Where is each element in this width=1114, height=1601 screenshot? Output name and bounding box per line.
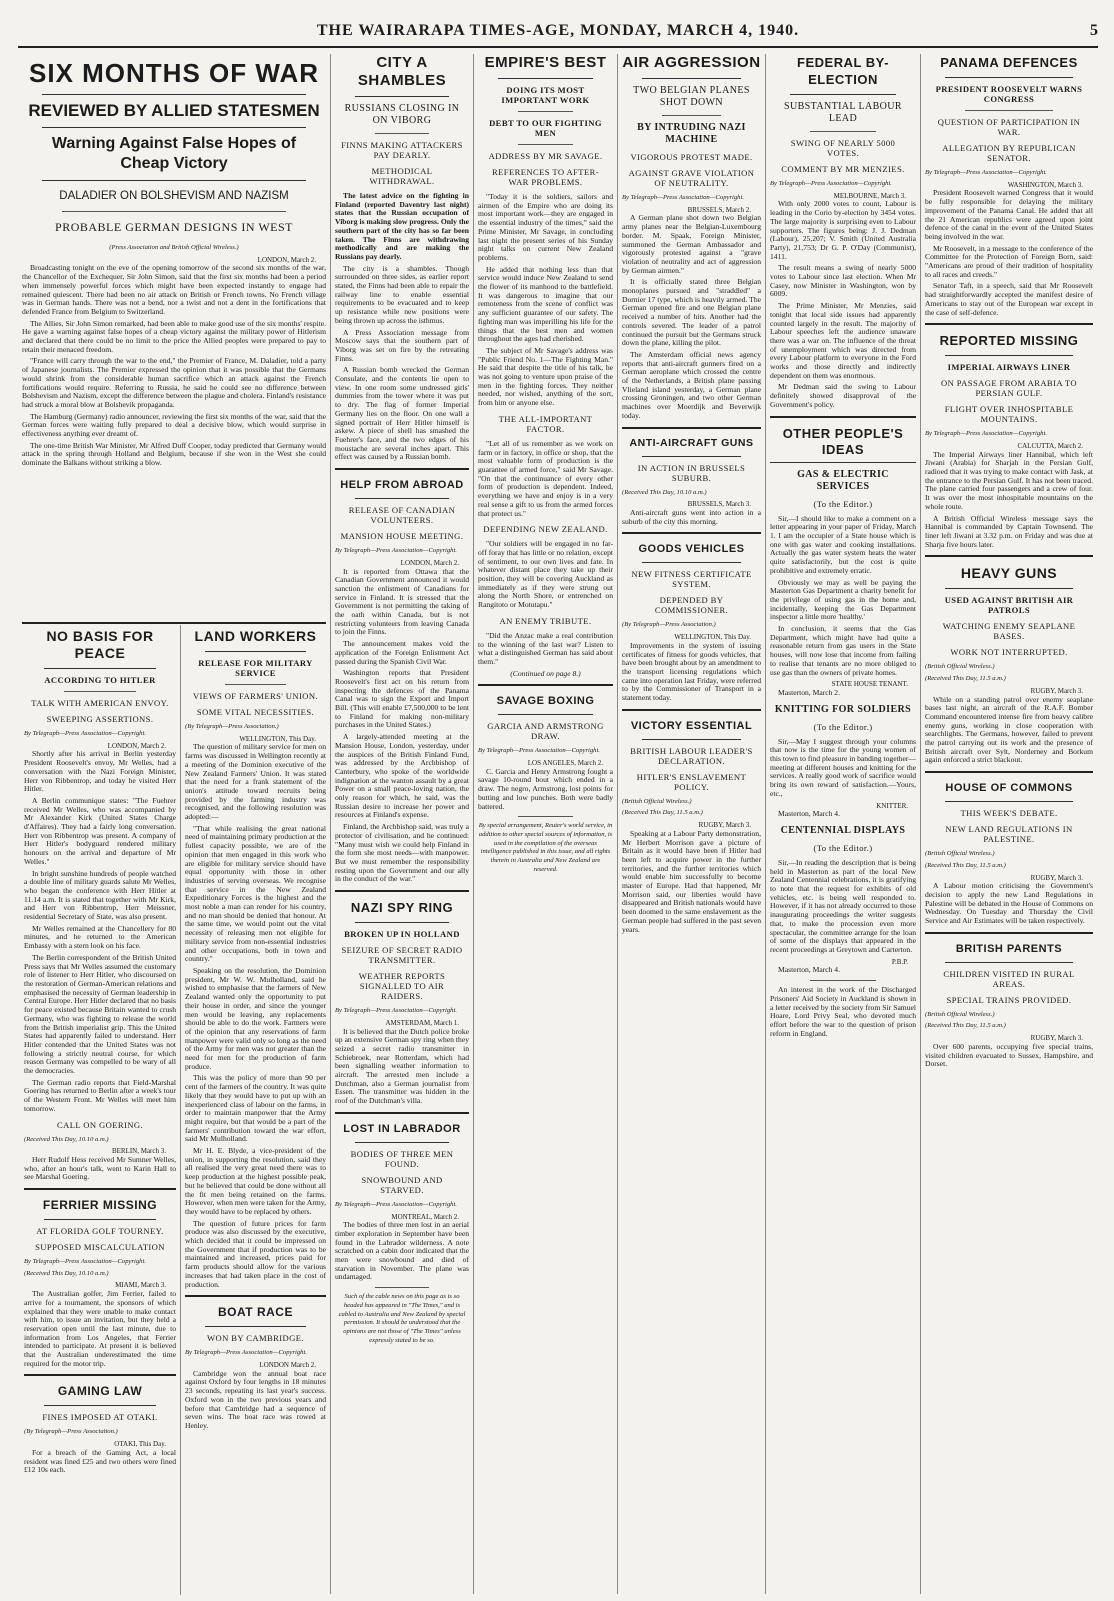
deck: FLIGHT OVER INHOSPITABLE MOUNTAINS. (944, 404, 1074, 425)
paragraph: "Let all of us remember as we work on farm or in factory, in office or shop, that the most valuable form of production is the guarantee of armed force," said Mr Savage. "On that the continuance of every other form of production is dependent. Indeed, everything we have and enjoy is in a very real sense a gift to us from the armed forces that protect us." (478, 438, 613, 518)
deck: RELEASE FOR MILITARY SERVICE (198, 658, 313, 678)
lead-paragraph: "France will carry through the war to the end," the Premier of France, M. Daladier, told a party of Japanese journalists. The Premier expressed the opinion that it was possible that the Germans would shrink from the considerable human sacrifice which an attack against the French fortifications would require. Referring to Russia, he said he could see no difference between Bolshevism and Nazism, except the difference between the plague and cholera. Finland's resistance had struck a moral blow at Bolshevik propaganda. (22, 356, 326, 409)
deck: ADDRESS BY MR SAVAGE. (488, 151, 603, 161)
footnote: By special arrangement, Reuter's world service, in addition to other special sources of information, is used in the compilation of the overseas intelligence published in this issue, and all rights therein in Australia and New Zealand are reserved. (478, 822, 613, 873)
paragraph: This was the policy of more than 90 per cent of the farmers of the country. It was quite likely that they would have to put up with an inexperienced class of labour on the farms, in order to maintain manpower that the Army might require, but that would be a part of the farmers' contribution toward the war effort, said Mr Mulholland. (185, 1073, 326, 1144)
lead-deck: REVIEWED BY ALLIED STATESMEN (28, 101, 320, 120)
letter-paragraph: In conclusion, it seems that the Gas Department, which might have had quite a reasonable return from gas users in the State houses, will now lose that income from failing to realise that tenants are no more obliged to use gas than the owners of private homes. (770, 624, 916, 677)
divider (518, 111, 573, 112)
credit: (British Official Wireless.) (925, 1010, 995, 1018)
column-7 (925, 54, 1093, 1594)
lead-deck-german: PROBABLE GERMAN DESIGNS IN WEST (55, 220, 293, 234)
paragraph: The Berlin correspondent of the British United Press says that Mr Welles assumed the customary role of listener to Herr Hitler, who discoursed on the restoration of German-American relations and emphasised the necessity of German leadership in Central Europe. Herr Hitler declared that no basis for peace existed because Britain wanted to crush Germany, who was fighting to release the world from the British imperialist grip. This the United States had apparently failed to understand. Herr Hitler contended that the United States was not following a strictly neutral course, for which reason Germany was compelled to be wary of all the democracies. (24, 952, 176, 1076)
dateline: WELLINGTON, This Day. (239, 734, 316, 743)
headline: EMPIRE'S BEST (484, 54, 607, 71)
headline: VICTORY ESSENTIAL (630, 719, 753, 732)
divider (642, 562, 741, 563)
headline: FERRIER MISSING (42, 1198, 158, 1213)
paragraph: Improvements in the system of issuing certificates of fitness for goods vehicles, that have been brought about by an amendment to the transport licensing regulations which came into operation last Friday, were referred to by the Commissioner of Transport in a statement today. (622, 640, 761, 703)
deck: METHODICAL WITHDRAWAL. (369, 166, 435, 186)
deck: NEW FITNESS CERTIFICATE SYSTEM. (631, 569, 752, 590)
letter-place: Masterton, March 4. (778, 809, 840, 819)
credit: By Telegraph—Press Association—Copyright. (925, 169, 1047, 176)
letter-place: Masterton, March 2. (778, 687, 840, 697)
credit: (Received This Day, 11.5 a.m.) (925, 1022, 1006, 1030)
dateline: OTAKI, This Day. (114, 1440, 166, 1449)
column-2 (185, 628, 326, 1594)
column-4 (478, 54, 613, 1594)
deck: SWEEPING ASSERTIONS. (46, 714, 154, 724)
letter-paragraph: Sir,—In reading the description that is being held in Masterton as part of the local New Zealand Centennial celebrations, it is gratifying to note that the request for exhibits of old vehicles, etc. is being well responded to. However, if it has not already occurred to those inaugurating proceedings the writer suggests that, to make the procession even more spectacular, the committee arrange for the loan of some of the displays that appeared in the recent proceedings at Greytown and Carterton. (770, 857, 916, 954)
paragraph: For a breach of the Gaming Act, a local resident was fined £25 and two others were fined £12 10s each. (24, 1447, 176, 1475)
deck: VIGOROUS PROTEST MADE. (630, 152, 753, 162)
deck: HITLER'S ENSLAVEMENT POLICY. (636, 771, 747, 792)
letter-to-editor: (To the Editor.) (813, 498, 873, 509)
paragraph: A Berlin communique states: "The Fuehrer received Mr Welles, who was accompanied by Mr Alexander Kirk (United States Charge d'Affaires). They had a fairly long conversation. Herr von Ribbentrop was present. A company of Herr Hitler's bodyguard rendered military honours on the arrival and departure of Mr Welles." (24, 795, 176, 866)
letter-signature: STATE HOUSE TENANT. (831, 680, 908, 689)
divider (518, 144, 573, 145)
dateline: BRUSSELS, March 3. (687, 500, 751, 509)
paragraph: C. Garcia and Henry Armstrong fought a savage 10-round bout which ended in a draw. The negro, Armstrong, lost points for butting and low punches. Both were badly battered. (478, 766, 613, 811)
letter-signature: P.B.P. (891, 957, 908, 966)
paragraph: He added that nothing less than that service would induce New Zealand to send the flower of its manhood to the battlefield. It was dangerous to imagine that our remoteness from the scene of conflict was any sufficient guarantee of our safety. The fighting man was imperilling his life for the things that the best men and women throughout the ages had cherished. (478, 264, 613, 344)
deck: SEIZURE OF SECRET RADIO TRANSMITTER. (341, 945, 463, 966)
lead-paragraph: The Hamburg (Germany) radio announcer, reviewing the first six months of the war, said that the German forces were waiting fully prepared to deal a decisive blow, which would surprise in effectiveness anything ever dreamt of. (22, 411, 326, 439)
intro: The latest advice on the fighting in Finland (reported Daventry last night) states that the Russian occupation of Viborg is making slow progress. Only the southern part of the city has so far been taken. The Finns are withdrawing methodically and are making the Russians pay dearly. (335, 191, 469, 261)
deck: CHILDREN VISITED IN RURAL AREAS. (943, 968, 1075, 989)
deck: ALLEGATION BY REPUBLICAN SENATOR. (942, 143, 1076, 163)
letter-to-editor: (To the Editor.) (813, 721, 873, 732)
headline: GOODS VEHICLES (638, 543, 745, 556)
divider (64, 691, 136, 692)
paragraph: Finland, the Archbishop said, was truly a protector of civilisation, and he continued: "Many must wish we could help Finland in the form she most needs—with manpower. But we must remember the responsibility resting upon the Government and our ally in the conduct of the war." (335, 822, 469, 884)
paragraph: A Labour motion criticising the Government's decision to apply the new Land Regulations in Palestine will be debated in the House of Commons on Wednesday. On Tuesday and Thursday the Civil Service and Air Estimates will be taken respectively. (925, 881, 1093, 926)
lead-paragraph: The one-time British War Minister, Mr Alfred Duff Cooper, today predicted that Germany would attack in the spring through Holland and Belgium, because if she won in the West she could dominate the Balkans without striking a blow. (22, 440, 326, 468)
paragraph: The city is a shambles. Though surrounded on three sides, as earlier report stated, the Finns had been able to repair the railway line to enable essential requirements to be evacuated and to keep up resistance while new positions were being thrown up across the isthmus. (335, 263, 469, 325)
paragraph: "Today it is the soldiers, sailors and airmen of the Empire who are doing its most important work—they are engaged in the essential industry of the times," said the Prime Minister, Mr Savage, in concluding last night the present series of his Sunday night talks on current New Zealand problems. (478, 192, 613, 262)
column-rule (765, 54, 766, 1594)
headline: HELP FROM ABROAD (340, 479, 464, 492)
paragraph: Washington reports that President Roosevelt's first act on his return from inspecting the defences of the Panama Canal was to sign the Export and Import Bill. (This will enable £7,500,000 to be lent to Finland for making non-military purchases in the United States.) (335, 668, 469, 730)
divider (44, 1405, 156, 1406)
divider (42, 94, 306, 95)
paragraph: In bright sunshine hundreds of people watched a double line of military guards salute Mr Welles, who began the conference with Herr Hitler at 11.14 a.m. It is stated that together with Mr Kirk, and Herr von Ribbentrop, Herr Meissner, residential Secretary of State, was also present. (24, 868, 176, 922)
dateline: LONDON, March 2. (107, 741, 166, 750)
credit: By Telegraph—Press Association—Copyright. (24, 730, 146, 737)
divider (770, 416, 916, 418)
deck: QUESTION OF PARTICIPATION IN WAR. (937, 117, 1081, 137)
credit: (Received This Day, 10.10 a.m.) (24, 1135, 109, 1143)
section-headline: OTHER PEOPLE'S IDEAS (770, 426, 916, 463)
paragraph: A Press Association message from Moscow says that the southern part of Viborg was set on fire by the retreating Finns. (335, 327, 469, 363)
paragraph: "Did the Anzac make a real contribution to the winning of the last war? Listen to what a distinguished German has said about them." (478, 630, 613, 666)
paragraph: The question of military service for men on farms was discussed in Wellington recently at a meeting of the Dominion executive of the New Zealand Farmers' Union. It was stated that the need for a frank statement of the union's attitude toward recruits being provided by the farming industry was recognised, and the following resolution was adopted:— (185, 742, 326, 822)
credit: By Telegraph—Press Association—Copyright. (24, 1258, 146, 1266)
masthead (18, 22, 1098, 48)
lead-story (22, 54, 326, 620)
divider (185, 1295, 326, 1297)
letter-place: Masterton, March 4. (778, 965, 840, 975)
headline: LOST IN LABRADOR (343, 1122, 461, 1135)
deck: NEW LAND REGULATIONS IN PALESTINE. (945, 824, 1073, 845)
paragraph: Mr Dedman said the swing to Labour definitely showed disapproval of the Government's policy. (770, 382, 916, 409)
paragraph: Mr H. E. Blyde, a vice-president of the union, in supporting the resolution, said they all realised the very great need there was to keep production at the highest possible peak, but he believed that could be done without all the fit men being retained on the farms. However, when men were taken for the Army, they would have to be replaced by others. (185, 1146, 326, 1216)
divider (225, 684, 286, 685)
lead-subheadline: Warning Against False Hopes of Cheap Victory (51, 135, 297, 172)
divider (945, 801, 1073, 802)
divider (622, 532, 761, 534)
deck: SNOWBOUND AND STARVED. (361, 1174, 443, 1195)
divider (945, 962, 1073, 963)
credit: (Received This Day, 11.5 a.m.) (622, 809, 703, 817)
dateline: BERLIN, March 3. (111, 1147, 166, 1156)
deck: REFERENCES TO AFTER-WAR PROBLEMS. (491, 167, 599, 187)
paragraph: Cambridge won the annual boat race against Oxford by four lengths in 18 minutes 23 seconds, repeating its last year's success. Oxford won in the two previous years and before that Cambridge had a sequence of seven wins. The boat race was rowed at Henley. (185, 1368, 326, 1430)
dateline: RUGBY, March 3. (1030, 686, 1083, 695)
headline: REPORTED MISSING (939, 333, 1079, 349)
dateline: LONDON, March 2. (400, 558, 459, 567)
deck: BY INTRUDING NAZI MACHINE (637, 122, 746, 145)
deck: IN ACTION IN BRUSSELS SUBURB. (637, 462, 746, 483)
letter-paragraph: Obviously we may as well be paying the Masterton Gas Department a charity benefit for the privilege of using gas in the home and, incidentally, keeping the Gas Department inspector a little more 'healthy.' (770, 577, 916, 622)
credit: (Received This Day, 10.10 a.m.) (622, 488, 707, 496)
deck: SUBSTANTIAL LABOUR LEAD (784, 101, 902, 124)
paragraph: The subject of Mr Savage's address was "Public Friend No. 1—The Fighting Man." He said that despite the title of his talk, he was not going to venture upon praise of the men in the fighting forces. They neither needed, nor wished, anything of the sort, from him or anyone else. (478, 345, 613, 408)
paragraph: Herr Rudolf Hess received Mr Sumner Welles, who, after an hour's talk, went to Karin Hall to see Marshal Goering. (24, 1154, 176, 1182)
deck: THIS WEEK'S DEBATE. (960, 808, 1058, 819)
paragraph: President Roosevelt warned Congress that it would be fully responsible for delaying the military improvement of the Panama Canal. He added that all the 21 American republics were agreed upon joint defence of the canal in the event of the United States being involved in the war. (925, 188, 1093, 241)
divider (662, 115, 721, 116)
divider (642, 78, 741, 79)
headline: BRITISH PARENTS (955, 942, 1063, 955)
paragraph: The German radio reports that Field-Marshal Goering has returned to Berlin after a week's tour of the Western Front. Mr Welles will meet him tomorrow. (24, 1077, 176, 1113)
divider (335, 1112, 469, 1114)
lead-deck-daladier: DALADIER ON BOLSHEVISM AND NAZISM (59, 190, 289, 202)
letter-paragraph: Sir,—I should like to make a comment on a letter appearing in your paper of Friday, March 1. I am the occupier of a State house which is one with gas water and cooking installations. Actually the gas water system heats the water quite satisfactorily, but the cost is quite prohibitive and extremely erratic. (770, 513, 916, 575)
deck: SWING OF NEARLY 5000 VOTES. (790, 138, 896, 158)
deck: DEPENDED BY COMMISSIONER. (654, 595, 729, 616)
headline: BOAT RACE (218, 1305, 293, 1320)
deck: AGAINST GRAVE VIOLATION OF NEUTRALITY. (628, 168, 755, 188)
divider (42, 127, 306, 128)
column-1 (24, 628, 176, 1594)
divider (945, 588, 1073, 589)
divider (925, 932, 1093, 934)
headline: AIR AGGRESSION (622, 54, 761, 71)
credit: By Telegraph—Press Association—Copyright. (185, 1349, 307, 1357)
deck: ACCORDING TO HITLER (44, 675, 156, 685)
dateline: RUGBY, March 3. (1030, 1034, 1083, 1043)
divider (622, 709, 761, 711)
divider (24, 1188, 176, 1190)
divider (498, 78, 593, 79)
divider (925, 771, 1093, 773)
deck: ON PASSAGE FROM ARABIA TO PERSIAN GULF. (941, 378, 1077, 399)
paragraph: The Prime Minister, Mr Menzies, said tonight that local side issues had apparently counted largely in the result. The majority of Labour speeches left the audience unaware there was a war on. The influence of the threat of unemployment which was directed from every Labour platform to everyone in the Ford works and those directly and indirectly dependent on them was enormous. (770, 301, 916, 380)
column-rule (473, 54, 474, 1594)
newspaper-title: THE WAIRARAPA TIMES-AGE, MONDAY, MARCH 4, 1940. (316, 22, 800, 39)
dateline: RUGBY, March 3. (698, 821, 751, 830)
credit: (Received This Day, 11.5 a.m.) (925, 675, 1006, 683)
divider (205, 651, 306, 652)
letter-to-editor: (To the Editor.) (813, 842, 873, 853)
deck: BROKEN UP IN HOLLAND (344, 929, 460, 940)
credit: (By Telegraph—Press Association.) (622, 621, 716, 629)
paragraph: A Russian bomb wrecked the German Consulate, and the contents lie open to view. In one room some undressed girls' dummies from the tower where it was put to dry. The flag of former Imperial Germany lies on the floor. On one wall a signed portrait of Herr Hitler himself is askew. A piece of shell has smashed the Fuehrer's face, and the two edges of his moustache are several inches apart. This effect was caused by a Russian bomb. (335, 365, 469, 462)
credit: By Telegraph—Press Association—Copyright. (335, 1200, 457, 1208)
column-rule (617, 54, 618, 1594)
paragraph: Speaking at a Labour Party demonstration, Mr Herbert Morrison gave a picture of Britain as it would have been if Hitler had been left to acquire power in the further territories, and the further territories which would enable him successfully to become master of Europe. Had that happened, Mr Morrison said, our liberties would have disappeared and British nationals would have been doomed to the same enslavement as the German people had suffered in the past seven years. (622, 828, 761, 934)
divider (498, 714, 593, 715)
lead-paragraph: Broadcasting tonight on the eve of the opening tomorrow of the second six months of the war, the Chancellor of the Exchequer, Sir John Simon, said that the first six months had been a period when immensely powerful forces which might have been expected instantly to engage had remained quiescent. There had been no air attack on British or French towns. No French village was in German hands. There was not a bend, nor a twist and not a dent in the fortifications that defended France from Belgium to Switzerland. (22, 263, 326, 316)
divider (642, 739, 741, 740)
divider (205, 1326, 306, 1327)
letter-headline: CENTENNIAL DISPLAYS (780, 824, 906, 836)
divider (335, 890, 469, 892)
deck: TWO BELGIAN PLANES SHOT DOWN (633, 85, 750, 108)
deck: USED AGAINST BRITISH AIR PATROLS (944, 595, 1074, 616)
paragraph: A German plane shot down two Belgian army planes near the Belgian-Luxembourg border. M. Spaak, Foreign Minister, summoned the German Ambassador and vigorously protested against a "grave violation of neutrality and act of aggression by German airmen." (622, 213, 761, 275)
letter-headline: GAS & ELECTRIC SERVICES (797, 468, 889, 492)
deck: PRESIDENT ROOSEVELT WARNS CONGRESS (935, 84, 1083, 104)
paragraph: The bodies of three men lost in an aerial timber exploration in September have been found in the Labrador wilderness. A note scratched on a cabin door indicated that the men were snowbound and died of starvation in November. The plane was undamaged. (335, 1220, 469, 1282)
lead-paragraph: The Allies, Sir John Simon remarked, had been able to make good use of the six months' respite. He gave a warning against false hopes of a cheap victory against the military power of Hitlerism and declared that there could be no limit to the price the Allied peoples were prepared to pay to retain their menaced freedom. (22, 318, 326, 354)
paragraph: Shortly after his arrival in Berlin yesterday President Roosevelt's envoy, Mr Welles, had a conversation with the Nazi Foreign Minister, Herr von Ribbentrop, and today he visited Herr Hitler. (24, 749, 176, 794)
dateline: CALCUTTA, March 2. (1017, 441, 1083, 450)
paragraph: The Australian golfer, Jim Ferrier, failed to arrive for a tournament, the sponsors of which explained that they were unable to make contact with him, to issue an invitation, but they held a reservation open until the last minute, due to information from Los Angeles, that Ferrier intended to participate. At present it is believed that the Australian underestimated the time required for the motor trip. (24, 1289, 176, 1368)
credit: (By Telegraph—Press Association.) (24, 1428, 118, 1436)
footnote: Such of the cable news on this page as is so headed has appeared in "The Times," and is cabled to Australia and New Zealand by special permission. It should be understood that the opinions are not those of "The Times" unless expressly stated to be so. (338, 1293, 466, 1344)
dateline: RUGBY, March 3. (1030, 873, 1083, 882)
section-divider (22, 622, 326, 624)
deck: BRITISH LABOUR LEADER'S DECLARATION. (630, 745, 753, 766)
divider (44, 668, 156, 669)
headline: HOUSE OF COMMONS (945, 782, 1073, 795)
paragraph: "Our soldiers will be engaged in no far-off foray that has little or no relation, except of sentiment, to our own lives and fate. In whatever distant place they take up their position, they will be covering Auckland as immediately as if they were strung out along the North Shore, or entrenched on Rangitoto or Motutapu." (478, 539, 613, 610)
deck: WON BY CAMBRIDGE. (207, 1333, 304, 1344)
credit: (Received This Day, 11.5 a.m.) (925, 861, 1006, 869)
lead-credit: (Press Association and British Official Wireless.) (109, 244, 239, 251)
divider (355, 96, 449, 97)
headline: NO BASIS FOR PEACE (46, 628, 154, 661)
credit: (British Official Wireless.) (925, 663, 995, 671)
deck: WATCHING ENEMY SEAPLANE BASES. (942, 621, 1076, 642)
divider (945, 77, 1073, 78)
deck: SUPPOSED MISCALCULATION (35, 1242, 165, 1253)
paragraph: It is believed that the Dutch police broke up an extensive German spy ring when they seized a secret radio transmitter in Schiebroek, near Rotterdam, which had been signalling weather information to aircraft. The arrested men include a Dutchman, also a German journalist from Essen. The transmitter was hidden in the roof of the Dutchman's villa. (335, 1026, 469, 1106)
deck: VIEWS OF FARMERS' UNION. (192, 691, 319, 701)
paragraph: Mr Welles remained at the Chancellery for 80 minutes, and he returned to the American Embassy with a stern look on his face. (24, 923, 176, 951)
paragraph: It is reported from Ottawa that the Canadian Government announced it would sanction the enlistment of Canadians for service in Finland. It is stressed that the Government is not permitting the taking of the oath within Canada, but is not restricting volunteers from leaving Canada to join the Finns. (335, 566, 469, 637)
deck: DEBT TO OUR FIGHTING MEN (489, 118, 602, 138)
headline: SAVAGE BOXING (496, 695, 595, 708)
deck: TALK WITH AMERICAN ENVOY. (31, 698, 169, 708)
divider (24, 1374, 176, 1376)
headline: NAZI SPY RING (350, 900, 454, 916)
divider (810, 131, 876, 132)
deck: GARCIA AND ARMSTRONG DRAW. (487, 721, 604, 742)
divider (375, 133, 429, 134)
letter-signature: KNITTER. (876, 801, 908, 810)
lead-dateline: LONDON, March 2. (257, 255, 316, 264)
deck: FINNS MAKING ATTACKERS PAY DEARLY. (341, 140, 463, 160)
headline: FEDERAL BY-ELECTION (797, 55, 889, 87)
paragraph: Mr Roosevelt, in a message to the conference of the Committee for the Protection of Foreign Born, said: "Americans are proud of their tradition of hospitality to all races and creeds." (925, 243, 1093, 279)
credit: By Telegraph—Press Association—Copyright. (622, 194, 744, 201)
paragraph: It is officially stated three Belgian monoplanes pursued and "straddled" a Dornier 17 type, which is heavily armed. The German opened fire and one Belgian plane received a number of hits. Another had the controls severed. The leader of a patrol continued the pursuit but the Germans struck down the plane, killing the pilot. (622, 277, 761, 348)
page-number: 5 (1090, 22, 1098, 39)
headline: PANAMA DEFENCES (940, 55, 1078, 70)
paragraph: With only 2000 votes to count, Labour is leading in the Corio by-election by 3454 votes. The large majority is surprising even to Labour supporters. The figures being: J. J. Dedman (Labour), 25,207; V. Smith (United Australia Party), 21,753; Dr G. P. O'Day (Communist), 1411. (770, 199, 916, 261)
dateline: AMSTERDAM, March 1. (385, 1018, 459, 1027)
paragraph: Speaking on the resolution, the Dominion president, Mr W. W. Mulholland, said he wished to emphasise that the farmers of New Zealand wanted only the opportunity to put their house in order, and since the younger men would be leaving, any replacements should be able to do the work. Farmers were of the opinion that any reservations of farm manpower were valid only so long as the need of the Army for men was not greater than the need for men for the production of farm produce. (185, 965, 326, 1071)
column-6 (770, 54, 916, 1594)
lead-headline: SIX MONTHS OF WAR (29, 58, 319, 88)
letter-headline: KNITTING FOR SOLDIERS (774, 703, 912, 715)
dateline: MONTREAL, March 2. (391, 1212, 459, 1221)
deck: RELEASE OF CANADIAN VOLUNTEERS. (348, 505, 456, 526)
deck: BODIES OF THREE MEN FOUND. (350, 1148, 454, 1169)
paragraph: A British Official Wireless message says the Hannibal is commanded by Captain Townsend. The liner left Jiwani at 3.32 p.m. on Friday and was due at Sharja five hours later. (925, 513, 1093, 549)
divider (62, 211, 286, 212)
divider (945, 355, 1073, 356)
deck: AT FLORIDA GOLF TOURNEY. (36, 1226, 164, 1237)
deck: DOING ITS MOST IMPORTANT WORK (501, 85, 590, 105)
paragraph: The announcement makes void the application of the Foreign Enlistment Act passed during the Spanish Civil War. (335, 639, 469, 666)
letter-paragraph: Sir,—May I suggest through your columns that now is the time for the young women of this town to find pleasure in banding together—meeting at different houses and knitting for the services. A really good work of sacrifice would bring its own reward of satisfaction.—Yours, etc., (770, 736, 916, 798)
dateline: WELLINGTON, This Day. (674, 633, 751, 642)
divider (622, 427, 761, 429)
divider (642, 456, 741, 457)
divider (925, 323, 1093, 325)
paragraph: The result means a swing of nearly 5000 votes to Labour since last election. When Mr Casey, now Minister in Washington, won by 6009. (770, 263, 916, 299)
deck: IMPERIAL AIRWAYS LINER (947, 362, 1071, 373)
divider (375, 1287, 429, 1288)
divider (518, 816, 573, 817)
paragraph: Over 600 parents, occupying five special trains, visited children evacuated to Sussex, Hampshire, and Dorset. (925, 1041, 1093, 1069)
paragraph: A largely-attended meeting at the Mansion House, London, yesterday, under the auspices of the British Finland Fund, was addressed by the Archbishop of Canterbury, who spoke of the worldwide indignation at the wanton assault by a great Power on a small peace-loving nation, the only reason for which, he said, was the Russian desire to increase her power and resources at Finland's expense. (335, 732, 469, 820)
credit: By Telegraph—Press Association—Copyright. (335, 1007, 457, 1015)
paragraph: The Amsterdam official news agency reports that anti-aircraft gunners fired on a German aeroplane which crossed the centre of the Netherlands, a British plane passing Vlieland island yesterday, a German plane crossing Groningen, and two other German machines over Moerdijk and Beverwijk today. (622, 349, 761, 420)
deck: WORK NOT INTERRUPTED. (950, 647, 1068, 658)
dateline: MELBOURNE, March 3. (833, 191, 906, 200)
credit: (British Official Wireless.) (622, 797, 692, 805)
divider (355, 922, 449, 923)
headline: GAMING LAW (57, 1384, 143, 1399)
paragraph: An interest in the work of the Discharged Prisoners' Aid Society in Auckland is shown in a letter received by the society from Sir Samuel Hoare, Lord Privy Seal, who devoted much effort before the war to the question of prison reform in England. (770, 985, 916, 1038)
headline: CITY A SHAMBLES (357, 54, 447, 89)
divider (965, 110, 1053, 111)
divider (42, 180, 306, 181)
column-rule (330, 54, 331, 1594)
credit: (British Official Wireless.) (925, 850, 995, 858)
dateline: LONDON March 2. (259, 1361, 316, 1369)
headline: ANTI-AIRCRAFT GUNS (629, 436, 754, 449)
deck: MANSION HOUSE MEETING. (340, 531, 464, 542)
subhead: DEFENDING NEW ZEALAND. (483, 524, 608, 535)
deck: FINES IMPOSED AT OTAKI. (42, 1412, 158, 1423)
divider (355, 498, 449, 499)
dateline: MIAMI, March 3. (115, 1281, 166, 1290)
dateline: BRUSSELS, March 2. (687, 205, 751, 214)
credit: (By Telegraph—Press Association.) (185, 723, 279, 730)
deck: WEATHER REPORTS SIGNALLED TO AIR RAIDERS. (358, 971, 446, 1002)
divider (925, 555, 1093, 557)
column-rule (920, 54, 921, 1594)
deck: SOME VITAL NECESSITIES. (196, 707, 315, 717)
deck: COMMENT BY MR MENZIES. (781, 164, 905, 174)
credit: By Telegraph—Press Association—Copyright. (335, 547, 457, 555)
deck: SPECIAL TRAINS PROVIDED. (946, 994, 1072, 1005)
subhead: CALL ON GOERING. (56, 1119, 144, 1130)
paragraph: "That while realising the great national need of maintaining primary production at the fullest capacity possible, we are of the opinion that men engaged in this work who are eligible for military service should have equal opportunity with those in other industries of serving overseas. We recognise that service in the New Zealand Expeditionary Forces is the highest and the most noble a man can render for his country, and no man should be denied that honour. At the same time, we would point out the vital necessity of releasing men not eligible for military service from non-essential industries and other occupations, both in town and country." (185, 823, 326, 964)
divider (44, 1219, 156, 1220)
subhead: THE ALL-IMPORTANT FACTOR. (498, 413, 593, 434)
paragraph: The question of future prices for farm produce was also discussed by the executive, which decided that it could be impressed on the Government that if production was to be maintained and increased, prices paid for farm products should allow for the various increases that had taken place in the cost of production. (185, 1218, 326, 1289)
column-3 (335, 54, 469, 1594)
dateline: WASHINGTON, March 3. (1007, 180, 1083, 189)
column-rule (180, 625, 181, 1595)
deck: RUSSIANS CLOSING IN ON VIBORG (344, 103, 460, 126)
divider (790, 94, 896, 95)
paragraph: The Imperial Airways liner Hannibal, which left Jiwani (Arabia) for Sharjah in the Persian Gulf, radioed that it was trying to make contact with Jask, at the entrance to the Persian Gulf. It has not been traced. The plane carried four passengers and a crew of four. It was over the most inhospitable mountains on the whole route. (925, 449, 1093, 511)
credit: By Telegraph—Press Association—Copyright. (478, 747, 600, 755)
headline: LAND WORKERS (194, 628, 317, 644)
credit: (Received This Day, 10.10 a.m.) (24, 1269, 109, 1277)
credit: By Telegraph—Press Association—Copyright. (770, 180, 892, 187)
divider (355, 1142, 449, 1143)
headline: HEAVY GUNS (960, 565, 1058, 582)
divider (478, 684, 613, 686)
paragraph: Anti-aircraft guns went into action in a suburb of the city this morning. (622, 507, 761, 526)
subhead: AN ENEMY TRIBUTE. (499, 615, 592, 626)
paragraph: Senator Taft, in a speech, said that Mr Roosevelt had straightforwardly accepted the manifest desire of Americans to stay out of the European war except in the case of self-defence. (925, 281, 1093, 317)
credit: By Telegraph—Press Association—Copyright. (925, 430, 1047, 438)
dateline: LOS ANGELES, March 2. (527, 759, 603, 768)
paragraph: While on a standing patrol over enemy seaplane bases last night, an aircraft of the R.A.F. Bomber Command encountered intense fire from heavy calibre enemy guns, working in close cooperation with searchlights. The Germans, however, failed to prevent the patrol carrying out its work and the presence of British aircraft over Sylt, Norderney and Borkum again enforced a strict blackout. (925, 694, 1093, 765)
divider (335, 468, 469, 470)
continued-note: (Continued on page 8.) (510, 668, 581, 678)
divider (810, 980, 876, 981)
column-5 (622, 54, 761, 1594)
